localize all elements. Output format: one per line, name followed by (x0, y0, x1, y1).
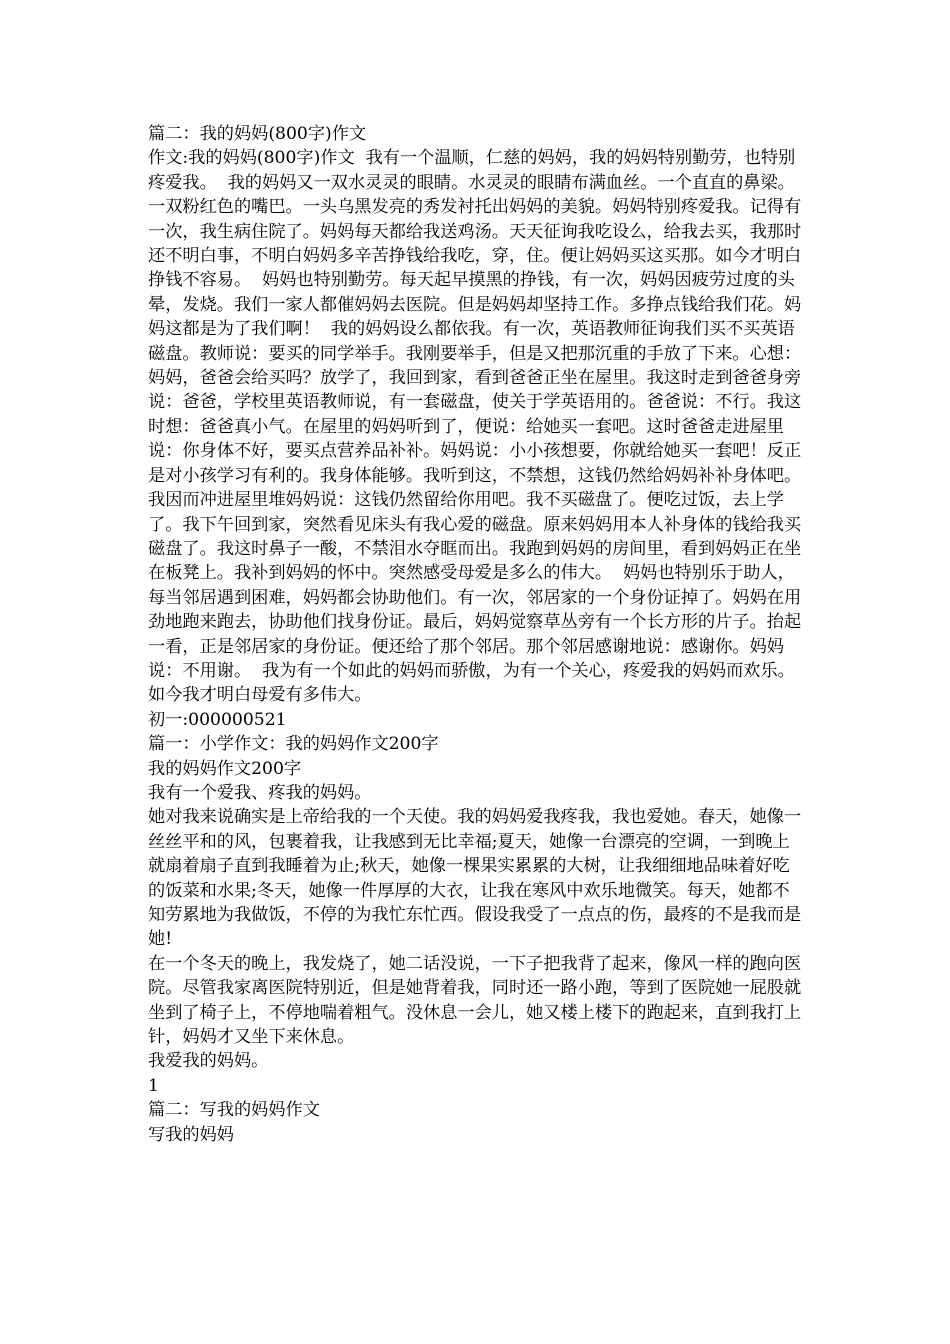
page-number: 1 (148, 1075, 159, 1096)
essay-paragraph: 我爱我的妈妈。 (148, 1051, 269, 1072)
section-title: 篇一：小学作文：我的妈妈作文200字 (148, 734, 439, 755)
essay-footer-id: 初一:000000521 (148, 709, 287, 730)
essay-subtitle: 写我的妈妈 (148, 1124, 234, 1145)
essay-paragraph: 我有一个爱我、疼我的妈妈。 (148, 782, 372, 803)
essay-subtitle: 我的妈妈作文200字 (148, 758, 302, 779)
section-title: 篇二：写我的妈妈作文 (148, 1100, 320, 1121)
essay-paragraph: 在一个冬天的晚上，我发烧了，她二话没说，一下子把我背了起来，像风一样的跑向医院。尽管我家离医院特别近，但是她背着我，同时还一路小跑，等到了医院她一屁股就坐到了椅子上，不停地喘着粗气。没休息一会儿，她又楼上楼下的跑起来，直到我打上针，妈妈才又坐下来休息。 (148, 953, 802, 1048)
essay-body: 作文:我的妈妈(800字)作文 我有一个温顺，仁慈的妈妈，我的妈妈特别勤劳，也特别疼爱我。 我的妈妈又一双水灵灵的眼睛。水灵灵的眼睛布满血丝。一个直直的鼻梁。一双粉红色的嘴巴。一头乌黑发亮的秀发衬托出妈妈的美貌。妈妈特别疼爱我。记得有一次，我生病住院了。妈妈每天都给我送鸡汤。天天征询我吃设么，给我去买，我那时还不明白事，不明白妈妈多辛苦挣钱给我吃，穿，住。便让妈妈买这买那。如今才明白挣钱不容易。 妈妈也特别勤劳。每天起早摸黑的挣钱，有一次，妈妈因疲劳过度的头晕，发烧。我们一家人都催妈妈去医院。但是妈妈却坚持工作。多挣点钱给我们花。妈妈这都是为了我们啊！ 我的妈妈设么都依我。有一次，英语教师征询我们买不买英语磁盘。教师说：要买的同学举手。我刚要举手，但是又把那沉重的手放了下来。心想：妈妈，爸爸会给买吗？放学了，我回到家，看到爸爸正坐在屋里。我这时走到爸爸身旁说：爸爸，学校里英语教师说，有一套磁盘，使关于学英语用的。爸爸说：不行。我这时想：爸爸真小气。在屋里的妈妈听到了，便说：给她买一套吧。这时爸爸走进屋里说：你身体不好，要买点营养品补补。妈妈说：小小孩想要，你就给她买一套吧！反正是对小孩学习有利的。我身体能够。我听到这，不禁想，这钱仍然给妈妈补补身体吧。我因而冲进屋里堆妈妈说：这钱仍然留给你用吧。我不买磁盘了。便吃过饭，去上学了。我下午回到家，突然看见床头有我心爱的磁盘。原来妈妈用本人补身体的钱给我买磁盘了。我这时鼻子一酸，不禁泪水夺眶而出。我跑到妈妈的房间里，看到妈妈正在坐在板凳上。我补到妈妈的怀中。突然感受母爱是多么的伟大。 妈妈也特别乐于助人，每当邻居遇到困难，妈妈都会协助他们。有一次，邻居家的一个身份证掉了。妈妈在用劲地跑来跑去，协助他们找身份证。最后，妈妈觉察草丛旁有一个长方形的片子。抬起一看，正是邻居家的身份证。便还给了那个邻居。那个邻居感谢地说：感谢你。妈妈说：不用谢。 我为有一个如此的妈妈而骄傲，为有一个关心，疼爱我的妈妈而欢乐。如今我才明白母爱有多伟大。 (148, 148, 802, 706)
section-title: 篇二：我的妈妈(800字)作文 (148, 124, 367, 144)
document-content (148, 122, 803, 1147)
essay-paragraph: 她对我来说确实是上帝给我的一个天使。我的妈妈爱我疼我，我也爱她。春天，她像一丝丝平和的风，包裹着我，让我感到无比幸福;夏天，她像一台漂亮的空调，一到晚上就扇着扇子直到我睡着为止;秋天，她像一棵果实累累的大树，让我细细地品味着好吃的饭菜和水果;冬天，她像一件厚厚的大衣，让我在寒风中欢乐地微笑。每天，她都不知劳累地为我做饭，不停的为我忙东忙西。假设我受了一点点的伤，最疼的不是我而是她! (148, 807, 802, 950)
